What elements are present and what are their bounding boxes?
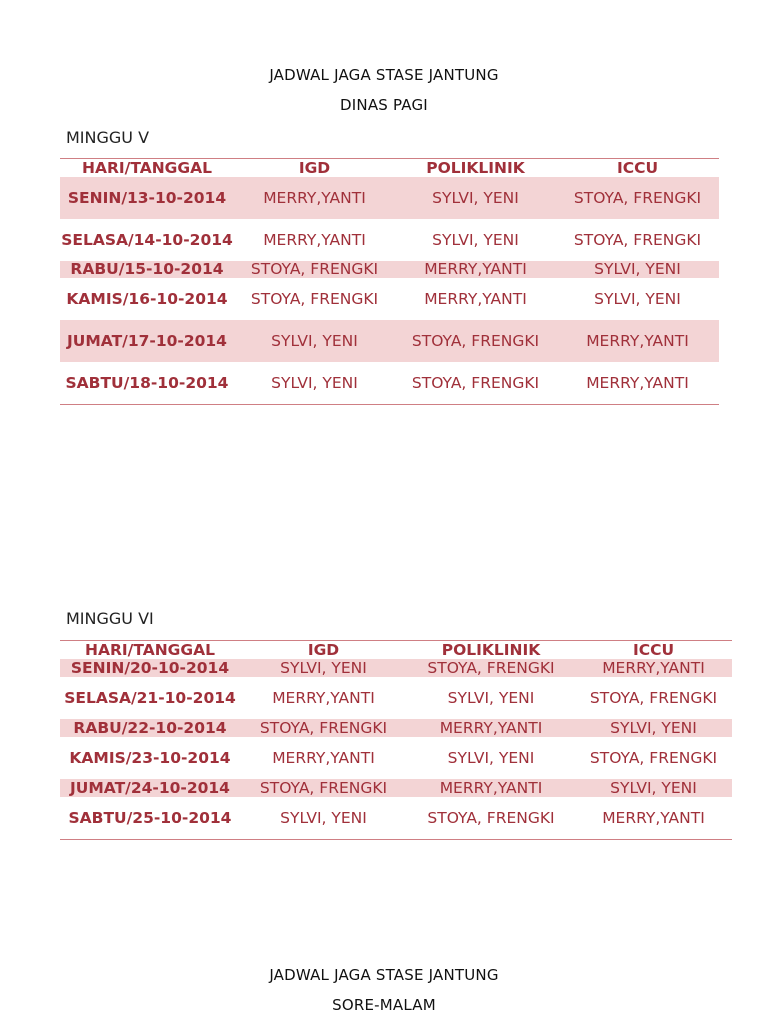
poliklinik-cell: SYLVI, YENI bbox=[447, 748, 535, 767]
column-header: IGD bbox=[240, 641, 407, 660]
igd-cell: MERRY,YANTI bbox=[272, 688, 375, 707]
day-cell: JUMAT/17-10-2014 bbox=[60, 320, 234, 362]
poliklinik-cell: SYLVI, YENI bbox=[395, 177, 556, 219]
schedule-table-week6 bbox=[60, 640, 732, 840]
igd-cell: STOYA, FRENGKI bbox=[240, 719, 407, 737]
poliklinik-cell: MERRY,YANTI bbox=[407, 779, 575, 797]
column-header: IGD bbox=[234, 159, 395, 178]
column-header: HARI/TANGGAL bbox=[60, 159, 234, 178]
iccu-cell: MERRY,YANTI bbox=[556, 320, 719, 362]
day-cell: SABTU/18-10-2014 bbox=[60, 362, 234, 405]
shift-subtitle: SORE-MALAM bbox=[332, 996, 436, 1014]
iccu-cell: SYLVI, YENI bbox=[575, 719, 732, 737]
table-row bbox=[60, 677, 732, 719]
iccu-cell: SYLVI, YENI bbox=[575, 779, 732, 797]
igd-cell: SYLVI, YENI bbox=[240, 797, 407, 840]
iccu-cell: MERRY,YANTI bbox=[575, 659, 732, 677]
day-cell: SELASA/21-10-2014 bbox=[64, 688, 236, 707]
column-header: HARI/TANGGAL bbox=[60, 641, 240, 660]
iccu-cell: SYLVI, YENI bbox=[556, 261, 719, 278]
table-row bbox=[60, 362, 719, 405]
document-title: JADWAL JAGA STASE JANTUNG bbox=[269, 66, 499, 84]
day-cell: RABU/22-10-2014 bbox=[60, 719, 240, 737]
week-label: MINGGU V bbox=[66, 128, 150, 147]
igd-cell: STOYA, FRENGKI bbox=[240, 779, 407, 797]
igd-cell: MERRY,YANTI bbox=[234, 177, 395, 219]
igd-cell: STOYA, FRENGKI bbox=[250, 289, 379, 308]
table-row bbox=[60, 320, 719, 362]
iccu-cell: STOYA, FRENGKI bbox=[573, 230, 702, 249]
igd-cell: SYLVI, YENI bbox=[234, 362, 395, 405]
poliklinik-cell: STOYA, FRENGKI bbox=[407, 797, 575, 840]
day-cell: SENIN/20-10-2014 bbox=[60, 659, 240, 677]
schedule-table-week5 bbox=[60, 158, 719, 405]
table-row bbox=[60, 719, 732, 737]
table-row bbox=[60, 278, 719, 320]
iccu-cell: SYLVI, YENI bbox=[594, 289, 681, 308]
iccu-cell: STOYA, FRENGKI bbox=[556, 177, 719, 219]
table-row bbox=[60, 737, 732, 779]
poliklinik-cell: STOYA, FRENGKI bbox=[395, 362, 556, 405]
iccu-cell: STOYA, FRENGKI bbox=[589, 748, 718, 767]
table-row bbox=[60, 261, 719, 278]
day-cell: SABTU/25-10-2014 bbox=[60, 797, 240, 840]
day-cell: KAMIS/23-10-2014 bbox=[69, 748, 231, 767]
table-row bbox=[60, 659, 732, 677]
column-header: ICCU bbox=[556, 159, 719, 178]
iccu-cell: MERRY,YANTI bbox=[556, 362, 719, 405]
poliklinik-cell: STOYA, FRENGKI bbox=[395, 320, 556, 362]
column-header: ICCU bbox=[575, 641, 732, 660]
table-row bbox=[60, 177, 719, 219]
iccu-cell: MERRY,YANTI bbox=[575, 797, 732, 840]
column-header: POLIKLINIK bbox=[407, 641, 575, 660]
header-row bbox=[60, 159, 719, 178]
header-row bbox=[60, 641, 732, 660]
table-row bbox=[60, 797, 732, 840]
table-row bbox=[60, 779, 732, 797]
day-cell: RABU/15-10-2014 bbox=[60, 261, 234, 278]
shift-subtitle: DINAS PAGI bbox=[340, 96, 428, 114]
day-cell: SENIN/13-10-2014 bbox=[60, 177, 234, 219]
poliklinik-cell: STOYA, FRENGKI bbox=[407, 659, 575, 677]
table-row bbox=[60, 219, 719, 261]
igd-cell: STOYA, FRENGKI bbox=[234, 261, 395, 278]
poliklinik-cell: MERRY,YANTI bbox=[395, 261, 556, 278]
igd-cell: SYLVI, YENI bbox=[240, 659, 407, 677]
igd-cell: SYLVI, YENI bbox=[234, 320, 395, 362]
day-cell: KAMIS/16-10-2014 bbox=[66, 289, 228, 308]
day-cell: SELASA/14-10-2014 bbox=[61, 230, 233, 249]
igd-cell: MERRY,YANTI bbox=[263, 230, 366, 249]
poliklinik-cell: MERRY,YANTI bbox=[407, 719, 575, 737]
poliklinik-cell: MERRY,YANTI bbox=[424, 289, 527, 308]
poliklinik-cell: SYLVI, YENI bbox=[447, 688, 535, 707]
document-title: JADWAL JAGA STASE JANTUNG bbox=[269, 966, 499, 984]
column-header: POLIKLINIK bbox=[395, 159, 556, 178]
day-cell: JUMAT/24-10-2014 bbox=[60, 779, 240, 797]
week-label: MINGGU VI bbox=[66, 609, 154, 628]
igd-cell: MERRY,YANTI bbox=[272, 748, 375, 767]
poliklinik-cell: SYLVI, YENI bbox=[432, 230, 519, 249]
iccu-cell: STOYA, FRENGKI bbox=[589, 688, 718, 707]
